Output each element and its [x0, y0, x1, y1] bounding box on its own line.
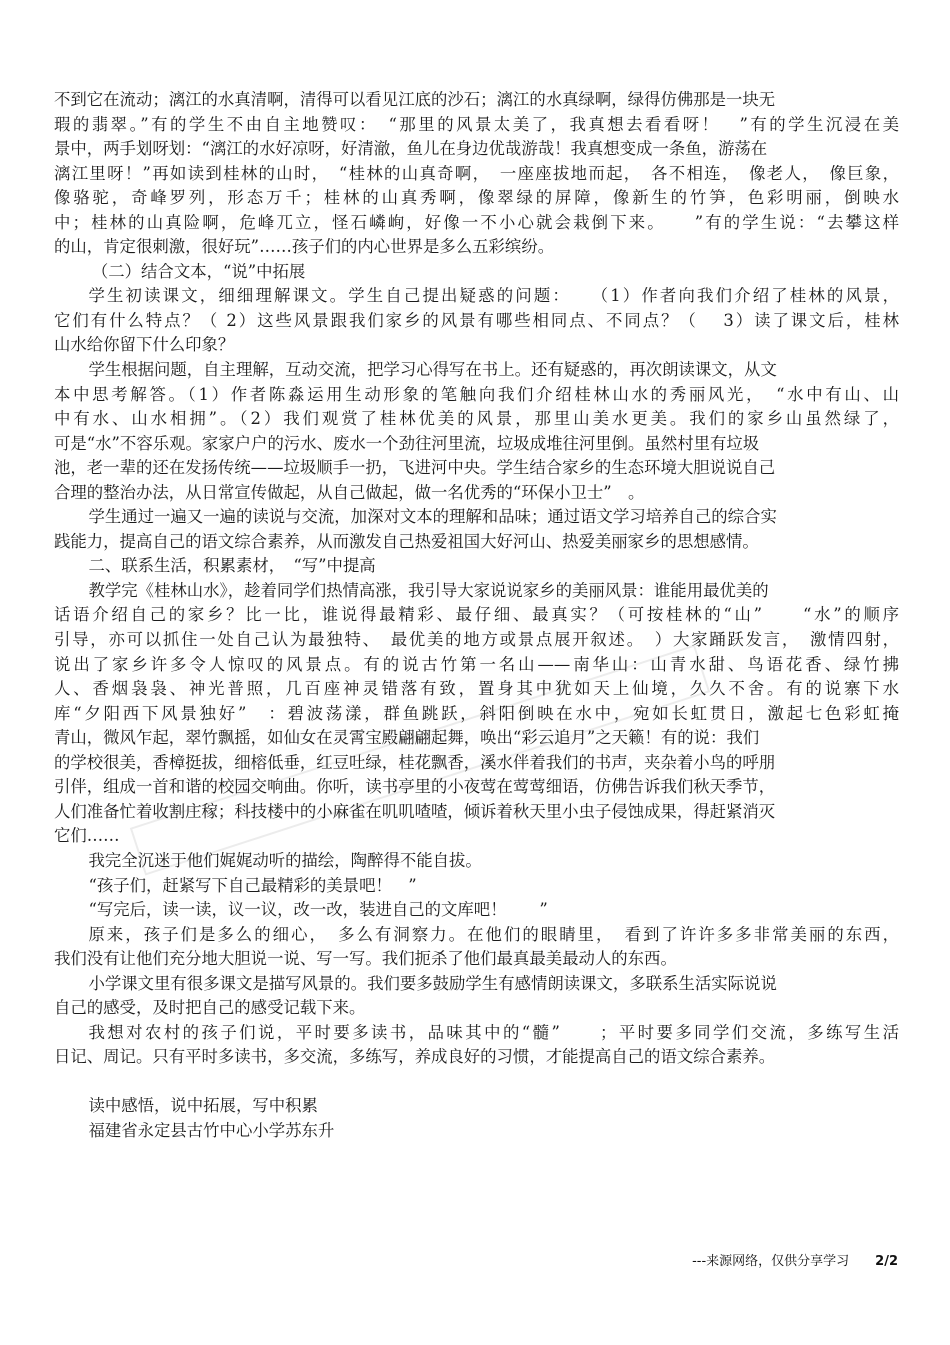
blank-line	[54, 1070, 899, 1095]
text-line: 原来，孩子们是多么的细心， 多么有洞察力。在他们的眼睛里， 看到了许许多多非常美丽的东西，	[88, 924, 899, 944]
source-note: ---来源网络，仅供分享学习	[692, 1254, 850, 1269]
text-line: 合理的整治办法，从日常宣传做起，从自己做起，做一名优秀的“环保小卫士” 。	[54, 482, 645, 502]
text-line: 话语介绍自己的家乡？比一比，谁说得最精彩、最仔细、最真实？（可按桂林的“山” “水”的顺序	[54, 605, 899, 625]
text-line: 读中感悟，说中拓展，写中积累	[88, 1096, 318, 1116]
text-line: 学生初读课文，细细理解课文。学生自己提出疑惑的问题： （1）作者向我们介绍了桂林的风景，	[88, 286, 899, 306]
text-line: 二、联系生活，积累素材， “写”中提高	[88, 556, 376, 576]
text-line: 漓江里呀！”再如读到桂林的山时， “桂林的山真奇啊， 一座座拔地而起， 各不相连， 像老人， 像巨象，	[54, 163, 899, 183]
text-line: 它们……	[54, 826, 120, 846]
article-body	[54, 88, 899, 1144]
text-line: 瑕的翡翠。”有的学生不由自主地赞叹： “那里的风景太美了，我真想去看看呀！ ”有的学生沉浸在美	[54, 114, 899, 134]
text-line: 中有水、山水相拥”。（2）我们观赏了桂林优美的风景，那里山美水更美。我们的家乡山虽然绿了，	[54, 409, 899, 429]
text-line: 学生根据问题，自主理解，互动交流，把学习心得写在书上。还有疑惑的，再次朗读课文，从文	[88, 360, 777, 380]
text-line: 中；桂林的山真险啊，危峰兀立，怪石嶙峋，好像一不小心就会栽倒下来。 ”有的学生说：“去攀这样	[54, 212, 899, 232]
text-line: 自己的感受，及时把自己的感受记载下来。	[54, 998, 366, 1018]
text-line: （二）结合文本，“说”中拓展	[91, 261, 306, 281]
text-line: 说出了家乡许多令人惊叹的风景点。有的说古竹第一名山——南华山：山青水甜、鸟语花香、绿竹拂	[54, 654, 899, 674]
text-line: 它们有什么特点？（ 2）这些风景跟我们家乡的风景有哪些相同点、不同点？（ 3）读了课文后，桂林	[54, 310, 899, 330]
text-line: 人们准备忙着收割庄稼；科技楼中的小麻雀在叽叽喳喳，倾诉着秋天里小虫子侵蚀成果，得赶紧消灭	[54, 801, 776, 821]
text-line: 本中思考解答。（1）作者陈淼运用生动形象的笔触向我们介绍桂林山水的秀丽风光， “水中有山、山	[54, 384, 899, 404]
text-line: 的学校很美，香樟挺拔，细榕低垂，红豆吐绿，桂花飘香，溪水伴着我们的书声，夹杂着小鸟的呼朋	[54, 752, 776, 772]
text-line: 引导，亦可以抓住一处自己认为最独特、 最优美的地方或景点展开叙述。 ）大家踊跃发言， 激情四射，	[54, 630, 899, 650]
text-line: “写完后，读一读，议一议，改一改，装进自己的文库吧！ ”	[88, 900, 548, 920]
text-line: 的山，肯定很刺激，很好玩”……孩子们的内心世界是多么五彩缤纷。	[54, 237, 555, 257]
text-line: 像骆驼，奇峰罗列，形态万千；桂林的山真秀啊，像翠绿的屏障，像新生的竹笋，色彩明丽，倒映水	[54, 188, 899, 208]
text-line: 日记、周记。只有平时多读书，多交流，多练写，养成良好的习惯，才能提高自己的语文综合素养。	[54, 1047, 776, 1067]
text-line: 池，老一辈的还在发扬传统——垃圾顺手一扔，飞进河中央。学生结合家乡的生态环境大胆说说自己	[54, 458, 776, 478]
text-line: 我们没有让他们充分地大胆说一说、写一写。我们扼杀了他们最真最美最动人的东西。	[54, 949, 677, 969]
page-number: 2/2	[875, 1254, 898, 1269]
text-line: 不到它在流动；漓江的水真清啊，清得可以看见江底的沙石；漓江的水真绿啊，绿得仿佛那是一块无	[54, 90, 776, 109]
text-line: 福建省永定县古竹中心小学苏东升	[88, 1120, 335, 1140]
text-line: 践能力，提高自己的语文综合素养，从而激发自己热爱祖国大好河山、热爱美丽家乡的思想感情。	[54, 531, 759, 551]
page-footer	[692, 1250, 898, 1269]
text-line: 可是“水”不容乐观。家家户户的污水、废水一个劲往河里流，垃圾成堆往河里倒。虽然村里有垃圾	[54, 433, 760, 453]
text-line: 青山，微风乍起，翠竹飘摇，如仙女在灵霄宝殿翩翩起舞，唤出“彩云追月”之天籁！有的说：我们	[54, 728, 760, 748]
text-line: 人、香烟袅袅、神光普照，几百座神灵错落有致，置身其中犹如天上仙境，久久不舍。有的说寨下水	[54, 679, 899, 699]
text-line: 小学课文里有很多课文是描写风景的。我们要多鼓励学生有感情朗读课文，多联系生活实际说说	[88, 973, 777, 993]
text-line: 教学完《桂林山水》，趁着同学们热情高涨，我引导大家说说家乡的美丽风景：谁能用最优美的	[88, 580, 769, 600]
text-line: 库“夕阳西下风景独好” ：碧波荡漾，群鱼跳跃，斜阳倒映在水中，宛如长虹贯日，激起七色彩虹掩	[54, 703, 899, 723]
text-line: 我想对农村的孩子们说，平时要多读书，品味其中的“髓” ；平时要多同学们交流，多练写生活	[88, 1022, 899, 1042]
text-line: 山水给你留下什么印象？	[54, 335, 235, 355]
text-line: 引伴，组成一首和谐的校园交响曲。你听，读书亭里的小夜莺在莺莺细语，仿佛告诉我们秋天季节，	[54, 777, 776, 797]
text-line: 学生通过一遍又一遍的读说与交流，加深对文本的理解和品味；通过语文学习培养自己的综合实	[88, 507, 777, 527]
text-line: 我完全沉迷于他们娓娓动听的描绘，陶醉得不能自拔。	[88, 850, 482, 870]
text-line: 景中，两手划呀划：“漓江的水好凉呀，好清澈，鱼儿在身边优哉游哉！我真想变成一条鱼，游荡在	[54, 139, 768, 159]
text-line: “孩子们，赶紧写下自己最精彩的美景吧！ ”	[88, 875, 417, 895]
